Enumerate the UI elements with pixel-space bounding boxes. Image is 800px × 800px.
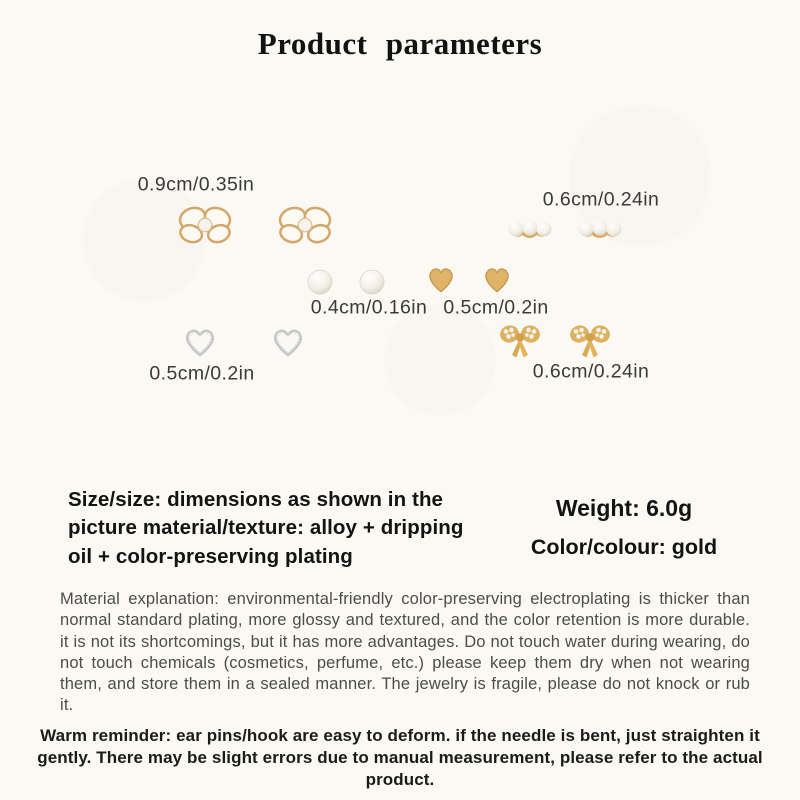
gold-heart-earring-icon <box>482 266 512 294</box>
pearl-stud-earring-icon <box>359 269 385 295</box>
measurement-label-gold-heart: 0.5cm/0.2in <box>443 296 549 319</box>
measurement-label-pearl-stud: 0.4cm/0.16in <box>310 296 428 319</box>
pearl-bar-earring-icon <box>506 218 554 244</box>
warm-reminder-text: Warm reminder: ear pins/hook are easy to deform. if the needle is bent, just straighten it gently. There may be slight errors due to manual measurement, please refer to the actual product. <box>37 726 763 790</box>
weight-color-block <box>498 495 750 560</box>
silver-heart-earring-icon <box>181 326 219 360</box>
pearl-stud-earring-icon <box>307 269 333 295</box>
gold-outline-bow-earring-icon <box>176 204 234 248</box>
measurement-label-pearl-bar: 0.6cm/0.24in <box>542 188 660 211</box>
gold-crystal-bow-earring-icon <box>569 324 611 362</box>
gold-crystal-bow-earring-icon <box>499 324 541 362</box>
measurement-label-gold-bow: 0.6cm/0.24in <box>532 360 650 383</box>
weight-text: Weight: 6.0g <box>555 495 693 521</box>
measurement-label-bow-outline: 0.9cm/0.35in <box>137 173 255 196</box>
gold-heart-earring-icon <box>426 266 456 294</box>
page-title: Product parameters <box>257 26 543 61</box>
silver-heart-earring-icon <box>269 326 307 360</box>
measurement-label-silver-heart: 0.5cm/0.2in <box>149 362 255 385</box>
pearl-bar-earring-icon <box>576 218 624 244</box>
color-text: Color/colour: gold <box>530 535 718 559</box>
gold-outline-bow-earring-icon <box>276 204 334 248</box>
size-material-text: Size/size: dimensions as shown in the picture material/texture: alloy + dripping oil + color-preserving plating <box>68 488 464 568</box>
material-explanation-text: Material explanation: environmental-friendly color-preserving electroplating is thicker than normal standard plating, more glossy and textured, and the color retention is more durable. it is not its shortcomings, but it has more advantages. Do not touch water during wearing, do not touch chemicals (cosmetics, perfume, etc.) please keep them dry when not wearing them, and store them in a sealed manner. The jewelry is fragile, please do not knock or rub it. <box>60 590 750 715</box>
